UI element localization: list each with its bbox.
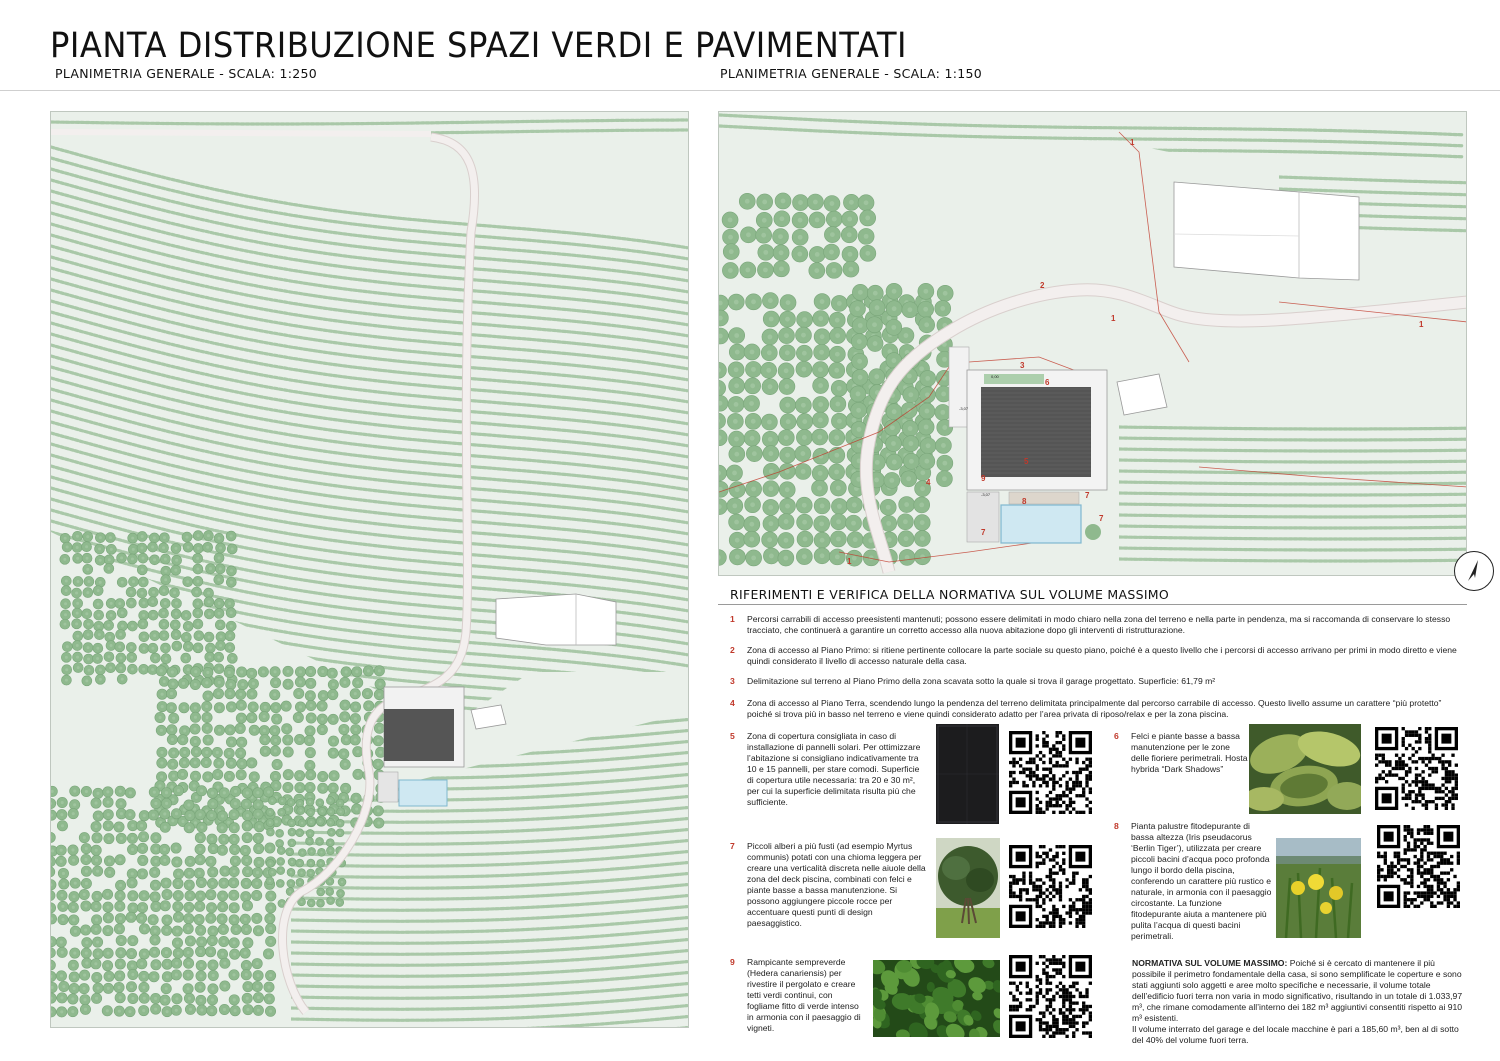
note-number: 5	[730, 731, 735, 741]
note-text: Zona di accesso al Piano Terra, scendendo lungo la pendenza del terreno delimitata principalmente dal percorso carrabile di accesso. Questo livello assume un carattere “più protetto” poiché si trova più in basso nel terreno e viene quindi considerato adatto per l’area privata di riposo/relax e per la zona piscina.	[747, 698, 1442, 719]
plan-zone-label: 7	[1085, 491, 1090, 500]
note-number: 4	[730, 698, 735, 708]
plan-quota-label: -3,07	[981, 492, 991, 497]
page-title: PIANTA DISTRIBUZIONE SPAZI VERDI E PAVIMENTATI	[50, 26, 907, 66]
qr-code-icon[interactable]	[1009, 845, 1092, 928]
hedera-photo	[873, 960, 1000, 1037]
plan-zone-label: 1	[1130, 138, 1135, 147]
site-plan-1-150	[718, 111, 1467, 576]
qr-code-icon[interactable]	[1377, 825, 1460, 908]
plan-zone-label: 3	[1020, 361, 1025, 370]
note-9	[730, 957, 865, 1034]
note-6	[1114, 731, 1248, 775]
site-plan-1-150-drawing	[719, 112, 1467, 576]
note-8	[1114, 821, 1274, 942]
north-arrow-icon	[1455, 552, 1492, 589]
iris-photo	[1276, 838, 1361, 938]
note-number: 1	[730, 614, 735, 624]
section-title: RIFERIMENTI E VERIFICA DELLA NORMATIVA SUL VOLUME MASSIMO	[730, 587, 1170, 602]
note-number: 3	[730, 676, 735, 686]
north-arrow	[1454, 551, 1494, 591]
note-5	[730, 731, 928, 808]
hosta-photo	[1249, 724, 1361, 814]
normativa-block	[1132, 958, 1465, 1046]
note-text: Percorsi carrabili di accesso preesistenti mantenuti; possono essere delimitati in modo chiaro nella zona del terreno e nella parte in pendenza, ma si raccomanda di conservare lo stesso tracciato, che continuerà a garantire un corretto accesso alla nuova abitazione dopo gli interventi di ristrutturazione.	[747, 614, 1451, 635]
note-1	[730, 614, 1465, 636]
header-divider	[0, 90, 1500, 91]
plan-zone-label: 1	[1111, 314, 1116, 323]
note-2	[730, 645, 1465, 667]
note-3	[730, 676, 1465, 687]
plan-zone-label: 4	[926, 478, 931, 487]
note-text: Pianta palustre fitodepurante di bassa altezza (Iris pseudacorus ‘Berlin Tiger’), utilizzata per creare piccoli bacini d’acqua poco profonda lungo il bordo della piscina, conferendo un carattere più rustico e naturale, in armonia con il paesaggio circostante. La funzione fitodepurante aiuta a mantenere più pulita l’acqua di questi bacini perimetrali.	[1131, 821, 1272, 941]
plan-quota-label: 0,00	[991, 374, 999, 379]
solar-panel-photo	[936, 724, 999, 824]
site-plan-1-250	[50, 111, 689, 1028]
normativa-text-2: Il volume interrato del garage e del locale macchine è pari a 185,60 m³, ben al di sotto del 40% del volume fuori terra.	[1132, 1024, 1459, 1045]
qr-code-icon[interactable]	[1009, 955, 1092, 1038]
plan-zone-label: 7	[981, 528, 986, 537]
plan-zone-label: 9	[981, 474, 986, 483]
plan-zone-label: 6	[1045, 378, 1050, 387]
left-plan-subtitle: PLANIMETRIA GENERALE - SCALA: 1:250	[55, 66, 317, 81]
note-number: 2	[730, 645, 735, 655]
normativa-title: NORMATIVA SUL VOLUME MASSIMO:	[1132, 958, 1288, 968]
note-text: Felci e piante basse a bassa manutenzione per le zone delle fioriere perimetrali. Hosta hybrida “Dark Shadows”	[1131, 731, 1248, 774]
plan-zone-label: 1	[847, 557, 852, 566]
note-number: 7	[730, 841, 735, 851]
normativa-text: Poiché si è cercato di mantenere il più possibile il perimetro fondamentale della casa, si sono semplificate le coperture e sono stati aggiunti solo aggetti e aree molto specifiche e necessarie, il volume totale dell’edificio fuori terra non varia in modo significativo, risultando in un totale di 1.033,97 m³, che rimane comodamente all’interno dei 182 m³ aggiuntivi consentiti rispetto ai 910 m³ esistenti.	[1132, 958, 1463, 1023]
note-number: 9	[730, 957, 735, 967]
qr-code-icon[interactable]	[1375, 727, 1458, 810]
plan-quota-label: -3,07	[959, 406, 969, 411]
note-number: 6	[1114, 731, 1119, 741]
plan-zone-label: 5	[1024, 457, 1029, 466]
qr-code-icon[interactable]	[1009, 731, 1092, 814]
note-4	[730, 698, 1465, 720]
section-divider	[718, 604, 1467, 605]
site-plan-1-250-drawing	[51, 112, 689, 1028]
note-text: Delimitazione sul terreno al Piano Primo della zona scavata sotto la quale si trova il garage progettato. Superficie: 61,79 m²	[747, 676, 1216, 686]
note-7	[730, 841, 928, 929]
note-text: Zona di copertura consigliata in caso di installazione di pannelli solari. Per ottimizzare l’abitazione si consigliano indicativamente tra 10 e 15 pannelli, per stare comodi. Superficie di copertura utile necessaria: tra 20 e 30 m², per cui la superficie delimitata risulta più che sufficiente.	[747, 731, 921, 807]
note-text: Rampicante sempreverde (Hedera canariensis) per rivestire il pergolato e creare tetti verdi continui, con fogliame fitto di verde intenso in armonia con il paesaggio di vigneti.	[747, 957, 861, 1033]
plan-zone-label: 1	[1419, 320, 1424, 329]
note-text: Piccoli alberi a più fusti (ad esempio Myrtus communis) potati con una chioma leggera per creare una verticalità discreta nelle aiuole della zona del deck piscina, combinati con felci e piante basse a bassa manutenzione. Si possono aggiungere piccole rocce per accentuare questi punti di design paesaggistico.	[747, 841, 926, 928]
right-plan-subtitle: PLANIMETRIA GENERALE - SCALA: 1:150	[720, 66, 982, 81]
plan-zone-label: 8	[1022, 497, 1027, 506]
note-number: 8	[1114, 821, 1119, 831]
plan-zone-label: 2	[1040, 281, 1045, 290]
plan-zone-label: 7	[1099, 514, 1104, 523]
note-text: Zona di accesso al Piano Primo: si ritiene pertinente collocare la parte sociale su questo piano, poiché è a questo livello che i percorsi di accesso arrivano per primi in modo diretto e viene quindi considerato il livello di accesso naturale della casa.	[747, 645, 1457, 666]
myrtus-photo	[936, 838, 1000, 938]
